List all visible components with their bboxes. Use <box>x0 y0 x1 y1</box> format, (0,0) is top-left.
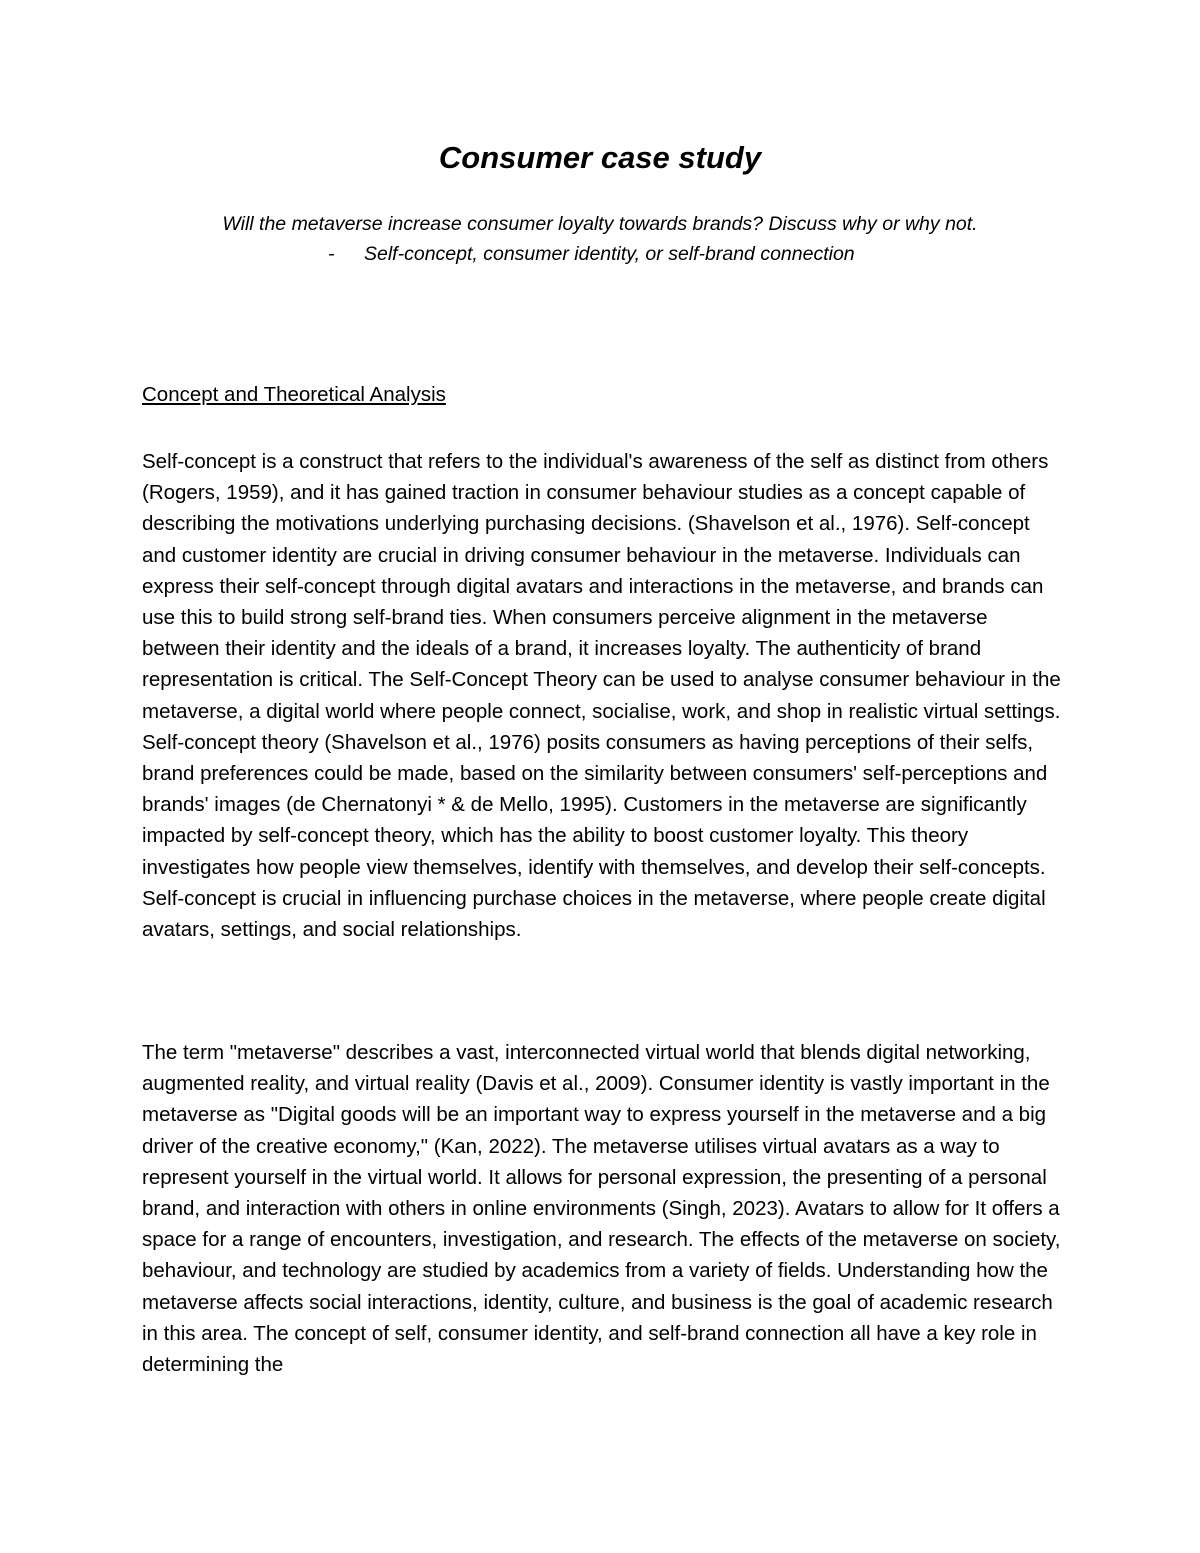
bullet-text: Self-concept, consumer identity, or self-brand connection <box>364 243 855 265</box>
section-heading: Concept and Theoretical Analysis <box>142 383 446 406</box>
question-bullet <box>328 243 855 266</box>
body-paragraph: Self-concept is a construct that refers to the individual's awareness of the self as distinct from others (Rogers, 1959), and it has gained traction in consumer behaviour studies as a concept capable of describing the motivations underlying purchasing decisions. (Shavelson et al., 1976). Self-concept and customer identity are crucial in driving consumer behaviour in the metaverse. Individuals can express their self-concept through digital avatars and interactions in the metaverse, and brands can use this to build strong self-brand ties. When consumers perceive alignment in the metaverse between their identity and the ideals of a brand, it increases loyalty. The authenticity of brand representation is critical. The Self-Concept Theory can be used to analyse consumer behaviour in the metaverse, a digital world where people connect, socialise, work, and shop in realistic virtual settings. Self-concept theory (Shavelson et al., 1976) posits consumers as having perceptions of their selfs, brand preferences could be made, based on the similarity between consumers' self-perceptions and brands' images (de Chernatonyi * & de Mello, 1995). Customers in the metaverse are significantly impacted by self-concept theory, which has the ability to boost customer loyalty. This theory investigates how people view themselves, identify with themselves, and develop their self-concepts. Self-concept is crucial in influencing purchase choices in the metaverse, where people create digital avatars, settings, and social relationships. <box>142 450 1061 942</box>
document-title: Consumer case study <box>438 140 762 175</box>
body-paragraph: The term "metaverse" describes a vast, interconnected virtual world that blends digital networking, augmented reality, and virtual reality (Davis et al., 2009). Consumer identity is vastly important in the metaverse as "Digital goods will be an important way to express yourself in the metaverse and a big driver of the creative economy," (Kan, 2022). The metaverse utilises virtual avatars as a way to represent yourself in the virtual world. It allows for personal expression, the presenting of a personal brand, and interaction with others in online environments (Singh, 2023). Avatars to allow for It offers a space for a range of encounters, investigation, and research. The effects of the metaverse on society, behaviour, and technology are studied by academics from a variety of fields. Understanding how the metaverse affects social interactions, identity, culture, and business is the goal of academic research in this area. The concept of self, consumer identity, and self-brand connection all have a key role in determining the <box>142 1041 1061 1377</box>
essay-question: Will the metaverse increase consumer loyalty towards brands? Discuss why or why not. <box>222 213 978 235</box>
bullet-dash: - <box>328 243 335 265</box>
